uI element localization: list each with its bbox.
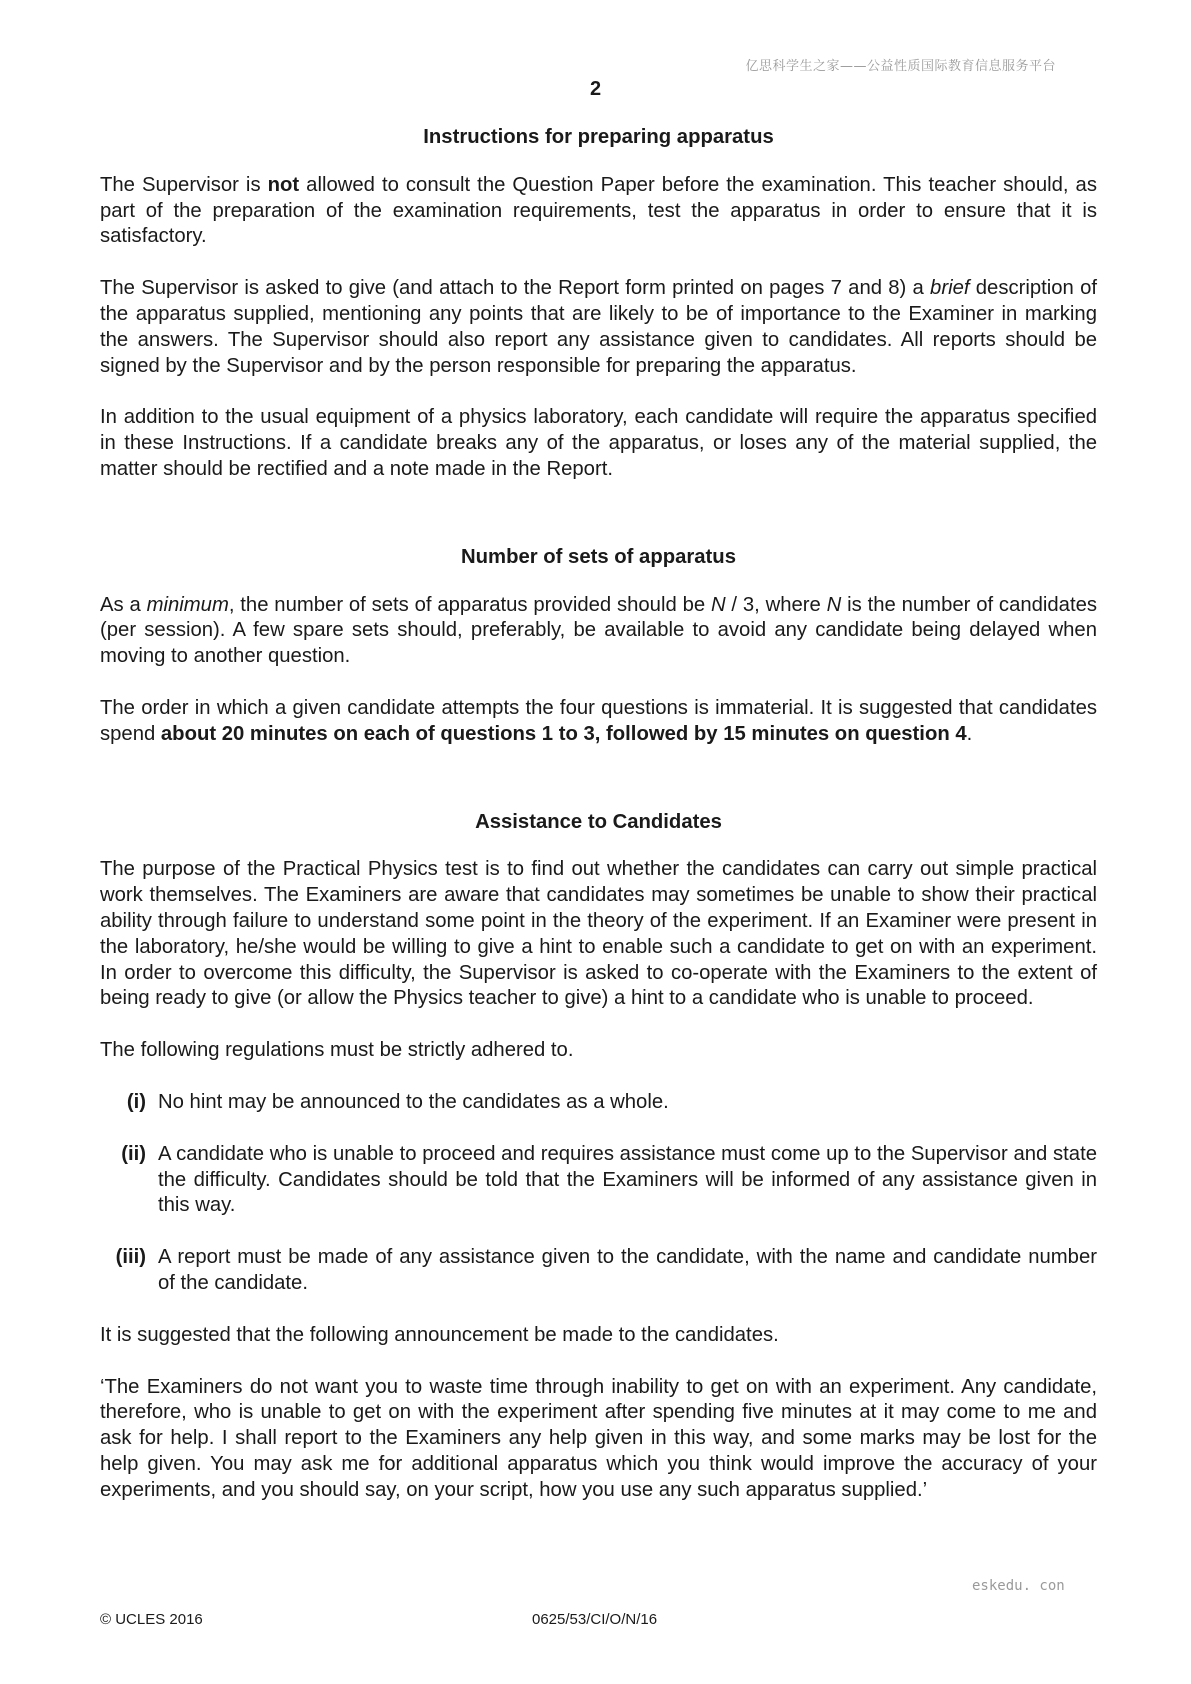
paragraph-announcement-intro: It is suggested that the following announcement be made to the candidates. xyxy=(100,1323,779,1346)
list-item xyxy=(100,1245,1097,1297)
paragraph-supervisor-not-allowed: The Supervisor is not allowed to consult the Question Paper before the examination. This teacher should, as part of the preparation of the examination requirements, test the apparatus in order to ensure that it is satisfactory. xyxy=(100,173,1097,248)
paragraph-supervisor-report: The Supervisor is asked to give (and attach to the Report form printed on pages 7 and 8) a brief description of the apparatus supplied, mentioning any points that are likely to be of importance to the Examiner in marking the answers. The Supervisor should also report any assistance given to candidates. All reports should be signed by the Supervisor and by the person responsible for preparing the apparatus. xyxy=(100,277,1097,377)
list-item xyxy=(100,1142,1097,1219)
list-item-number: (i) xyxy=(126,1090,146,1113)
list-item-text: No hint may be announced to the candidates as a whole. xyxy=(158,1090,669,1113)
list-item xyxy=(100,1090,1097,1116)
paragraph-regulations-intro: The following regulations must be strictly adhered to. xyxy=(100,1039,574,1062)
list-item-number: (iii) xyxy=(115,1246,146,1269)
list-item-text: A report must be made of any assistance given to the candidate, with the name and candidate number of the candidate. xyxy=(158,1246,1097,1294)
paragraph-announcement-quote: ‘The Examiners do not want you to waste time through inability to get on with an experiment. Any candidate, therefore, who is unable to get on with the experiment after spending five minutes at it may come to me and ask for help. I shall report to the Examiners any help given in this way, and some marks may be lost for the help given. You may ask me for additional apparatus which you think would improve the accuracy of your experiments, and you should say, on your script, how you use any such apparatus supplied.’ xyxy=(100,1375,1097,1501)
section-heading-assistance: Assistance to Candidates xyxy=(475,810,722,833)
section-heading-apparatus: Instructions for preparing apparatus xyxy=(423,126,774,148)
document-body xyxy=(100,125,1097,1529)
section-heading-number-of-sets: Number of sets of apparatus xyxy=(461,545,736,568)
paragraph-practical-purpose: The purpose of the Practical Physics test is to find out whether the candidates can carry out simple practical work themselves. The Examiners are aware that candidates may sometimes be unable to show their practical ability through failure to understand some point in the theory of the experiment. If an Examiner were present in the laboratory, he/she would be willing to give a hint to enable such a candidate to get on with an experiment. In order to overcome this difficulty, the Supervisor is asked to co-operate with the Examiners to the extent of being ready to give (or allow the Physics teacher to give) a hint to a candidate who is unable to proceed. xyxy=(100,858,1097,1010)
page-number: 2 xyxy=(589,78,602,100)
footer-copyright: © UCLES 2016 xyxy=(100,1611,203,1628)
paragraph-question-order: The order in which a given candidate attempts the four questions is immaterial. It is suggested that candidates spend about 20 minutes on each of questions 1 to 3, followed by 15 minutes on question 4. xyxy=(100,696,1097,745)
paragraph-minimum-sets: As a minimum, the number of sets of apparatus provided should be N / 3, where N is the number of candidates (per session). A few spare sets should, preferably, be available to avoid any candidate being delayed when moving to another question. xyxy=(100,593,1098,668)
header-watermark: 亿思科学生之家——公益性质国际教育信息服务平台 xyxy=(745,59,1056,74)
paragraph-usual-equipment: In addition to the usual equipment of a physics laboratory, each candidate will require the apparatus specified in these Instructions. If a candidate breaks any of the apparatus, or loses any of the material supplied, the matter should be rectified and a note made in the Report. xyxy=(100,406,1097,480)
footer-document-code: 0625/53/CI/O/N/16 xyxy=(532,1611,658,1628)
list-item-number: (ii) xyxy=(121,1142,146,1165)
footer-watermark: eskedu. con xyxy=(972,1578,1065,1594)
list-item-text: A candidate who is unable to proceed and requires assistance must come up to the Supervisor and state the difficulty. Candidates should be told that the Examiners will be informed of any assistance given in this way. xyxy=(158,1142,1097,1217)
